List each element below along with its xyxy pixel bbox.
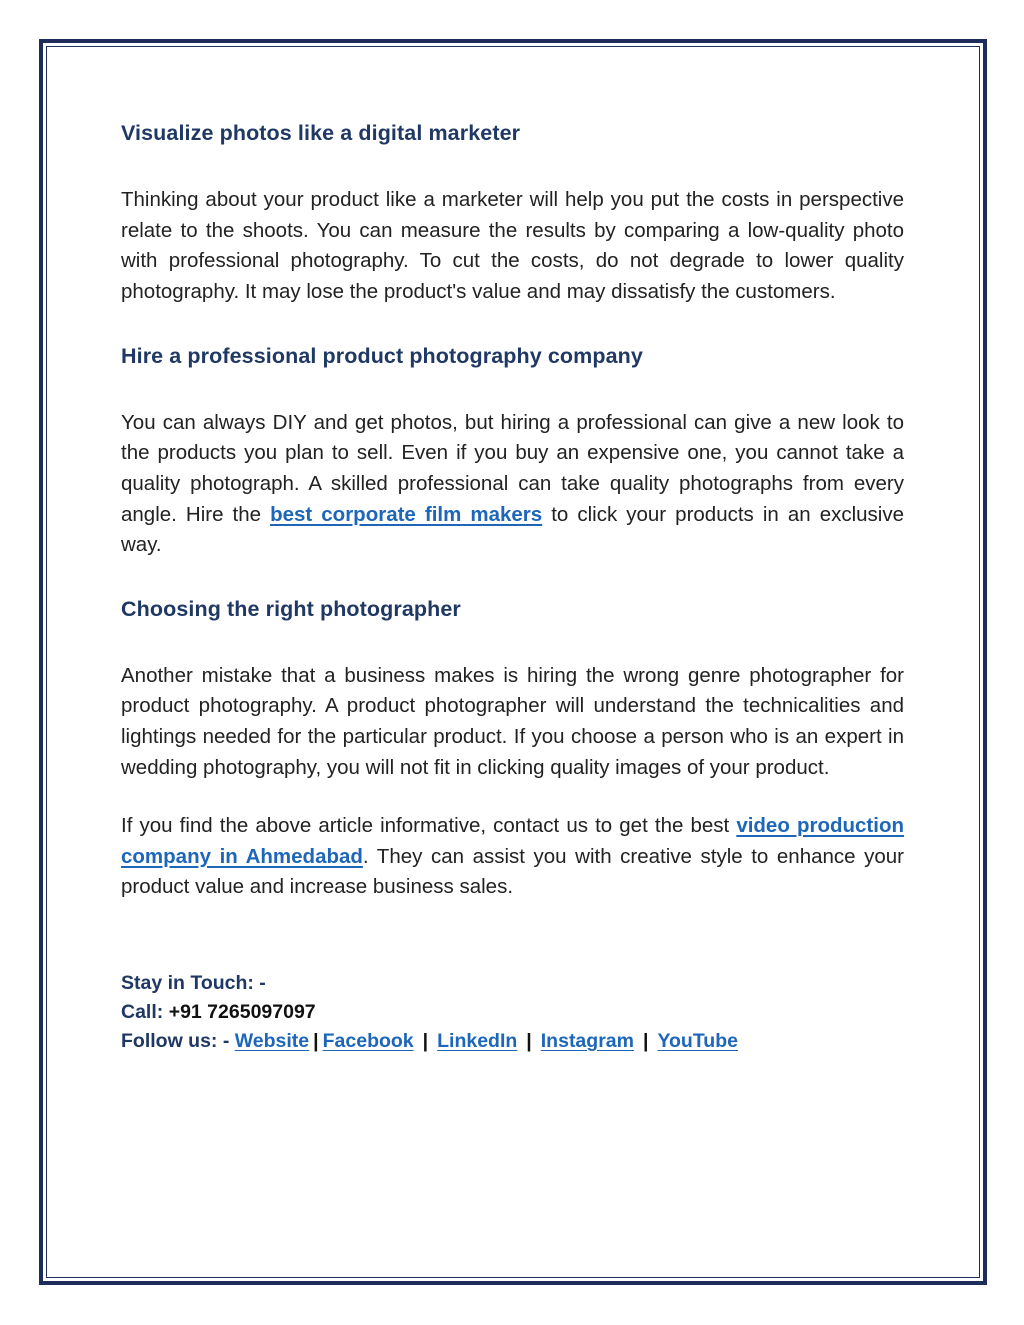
follow-us-line: [121, 1027, 904, 1056]
link-website[interactable]: Website: [234, 1030, 310, 1053]
link-linkedin[interactable]: LinkedIn: [437, 1030, 518, 1053]
phone-number: +91 7265097097: [168, 1001, 316, 1024]
closing-text-before: If you find the above article informative, contact us to get the best: [121, 814, 737, 838]
follow-us-label: Follow us: -: [121, 1030, 235, 1053]
paragraph-hire-professional: [121, 408, 904, 561]
contact-block: [121, 969, 904, 1056]
link-instagram[interactable]: Instagram: [540, 1030, 634, 1053]
separator: |: [313, 1030, 319, 1053]
heading-hire-professional: Hire a professional product photography company: [121, 343, 643, 368]
link-best-corporate-film-makers[interactable]: best corporate film makers: [270, 502, 543, 526]
link-youtube[interactable]: YouTube: [657, 1030, 738, 1053]
stay-in-touch-label: Stay in Touch: -: [121, 972, 266, 995]
document-content: [121, 118, 904, 1056]
paragraph-choosing-photographer: Another mistake that a business makes is hiring the wrong genre photographer for product photography. A product photographer will understand the technicalities and lightings needed for the particular product. If you choose a person who is an expert in wedding photography, you will not fit in clicking quality images of your product.: [121, 663, 904, 779]
link-video-production-company[interactable]: video production company in Ahmedabad: [121, 814, 904, 868]
separator: |: [422, 1030, 429, 1053]
paragraph-closing: [121, 811, 904, 903]
heading-visualize-photos: Visualize photos like a digital marketer: [121, 121, 521, 145]
call-label: Call:: [121, 1001, 169, 1024]
link-facebook[interactable]: Facebook: [322, 1030, 414, 1053]
heading-choosing-photographer: Choosing the right photographer: [121, 596, 461, 621]
paragraph-hire-text-before: You can always DIY and get photos, but hiring a professional can give a new look to the products you plan to sell. Even if you buy an expensive one, you cannot take a quality photograph. A skilled professional can take quality photographs from every angle. Hire the: [121, 410, 904, 526]
separator: |: [642, 1030, 649, 1053]
paragraph-hire-text-after: to click your products in an exclusive way.: [121, 502, 905, 557]
closing-text-after: . They can assist you with creative style to enhance your product value and increase business sales.: [121, 844, 904, 899]
call-line: [121, 998, 904, 1027]
separator: |: [526, 1030, 532, 1053]
paragraph-visualize-photos: Thinking about your product like a marketer will help you put the costs in perspective relate to the shoots. You can measure the results by comparing a low-quality photo with professional photography. To cut the costs, do not degrade to lower quality photography. It may lose the product's value and may dissatisfy the customers.: [121, 188, 904, 303]
